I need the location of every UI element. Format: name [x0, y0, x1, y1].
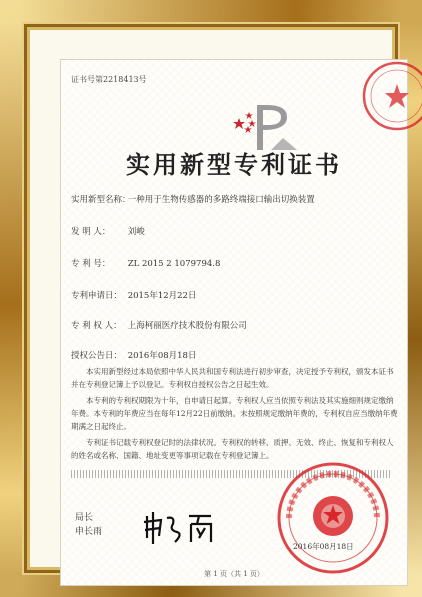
- page-footer: 第 1 页（共 1 页）: [204, 570, 264, 578]
- field-label: 专利申请日：: [71, 291, 123, 301]
- field-value: ZL 2015 2 1079794.8: [127, 259, 221, 269]
- certificate-title: 实用新型专利证书: [126, 150, 342, 179]
- grant-date-row: [71, 349, 196, 361]
- field-label: 实用新型名称：: [71, 195, 131, 205]
- patent-number-row: [71, 257, 220, 269]
- field-value: 上海柯丽医疗技术股份有限公司: [127, 321, 247, 331]
- paragraph-grant: 本实用新型经过本局依照中华人民共和国专利法进行初步审查，决定授予专利权，颁发本证书并在专利登记簿上予以登记。专利权自授权公告之日起生效。: [71, 367, 394, 389]
- certificate-paper: [60, 59, 408, 586]
- patentee-row: [71, 319, 247, 331]
- field-value: 一种用于生物传感器的多路终端接口输出切换装置: [127, 195, 315, 205]
- certificate-number: 证书号第2218413号: [71, 75, 147, 84]
- field-value: 2016年08月18日: [127, 351, 197, 361]
- field-value: 刘峻: [127, 227, 145, 237]
- director-signature: [141, 508, 221, 548]
- application-date-row: [71, 289, 196, 301]
- utility-model-name-row: [71, 193, 315, 205]
- paragraph-term: 本专利的专利权期限为十年，自申请日起算。专利权人应当依照专利法及其实施细则规定缴纳年费。本专利的年费应当在每年12月22日前缴纳。未按照规定缴纳年费的，专利权自应当缴纳年费期满之日起终止。: [71, 396, 398, 431]
- field-label: 授权公告日：: [71, 351, 123, 361]
- field-label: 发 明 人：: [71, 227, 111, 237]
- patent-office-seal-large: [273, 458, 393, 578]
- field-label: 专 利 权 人：: [71, 321, 122, 331]
- paragraph-legal-status: 专利证书记载专利权登记时的法律状况。专利权的转移、质押、无效、终止、恢复和专利权人的姓名或名称、国籍、地址变更等事项记载在专利登记簿上。: [71, 438, 394, 460]
- director-title: 局长: [75, 513, 94, 523]
- inventor-row: [71, 225, 145, 237]
- field-label: 专 利 号：: [71, 259, 111, 269]
- seal-date: 2016年08月18日: [293, 542, 354, 551]
- field-value: 2015年12月22日: [127, 291, 197, 301]
- patent-office-seal-small: [359, 58, 422, 134]
- director-name: 申长雨: [75, 527, 103, 537]
